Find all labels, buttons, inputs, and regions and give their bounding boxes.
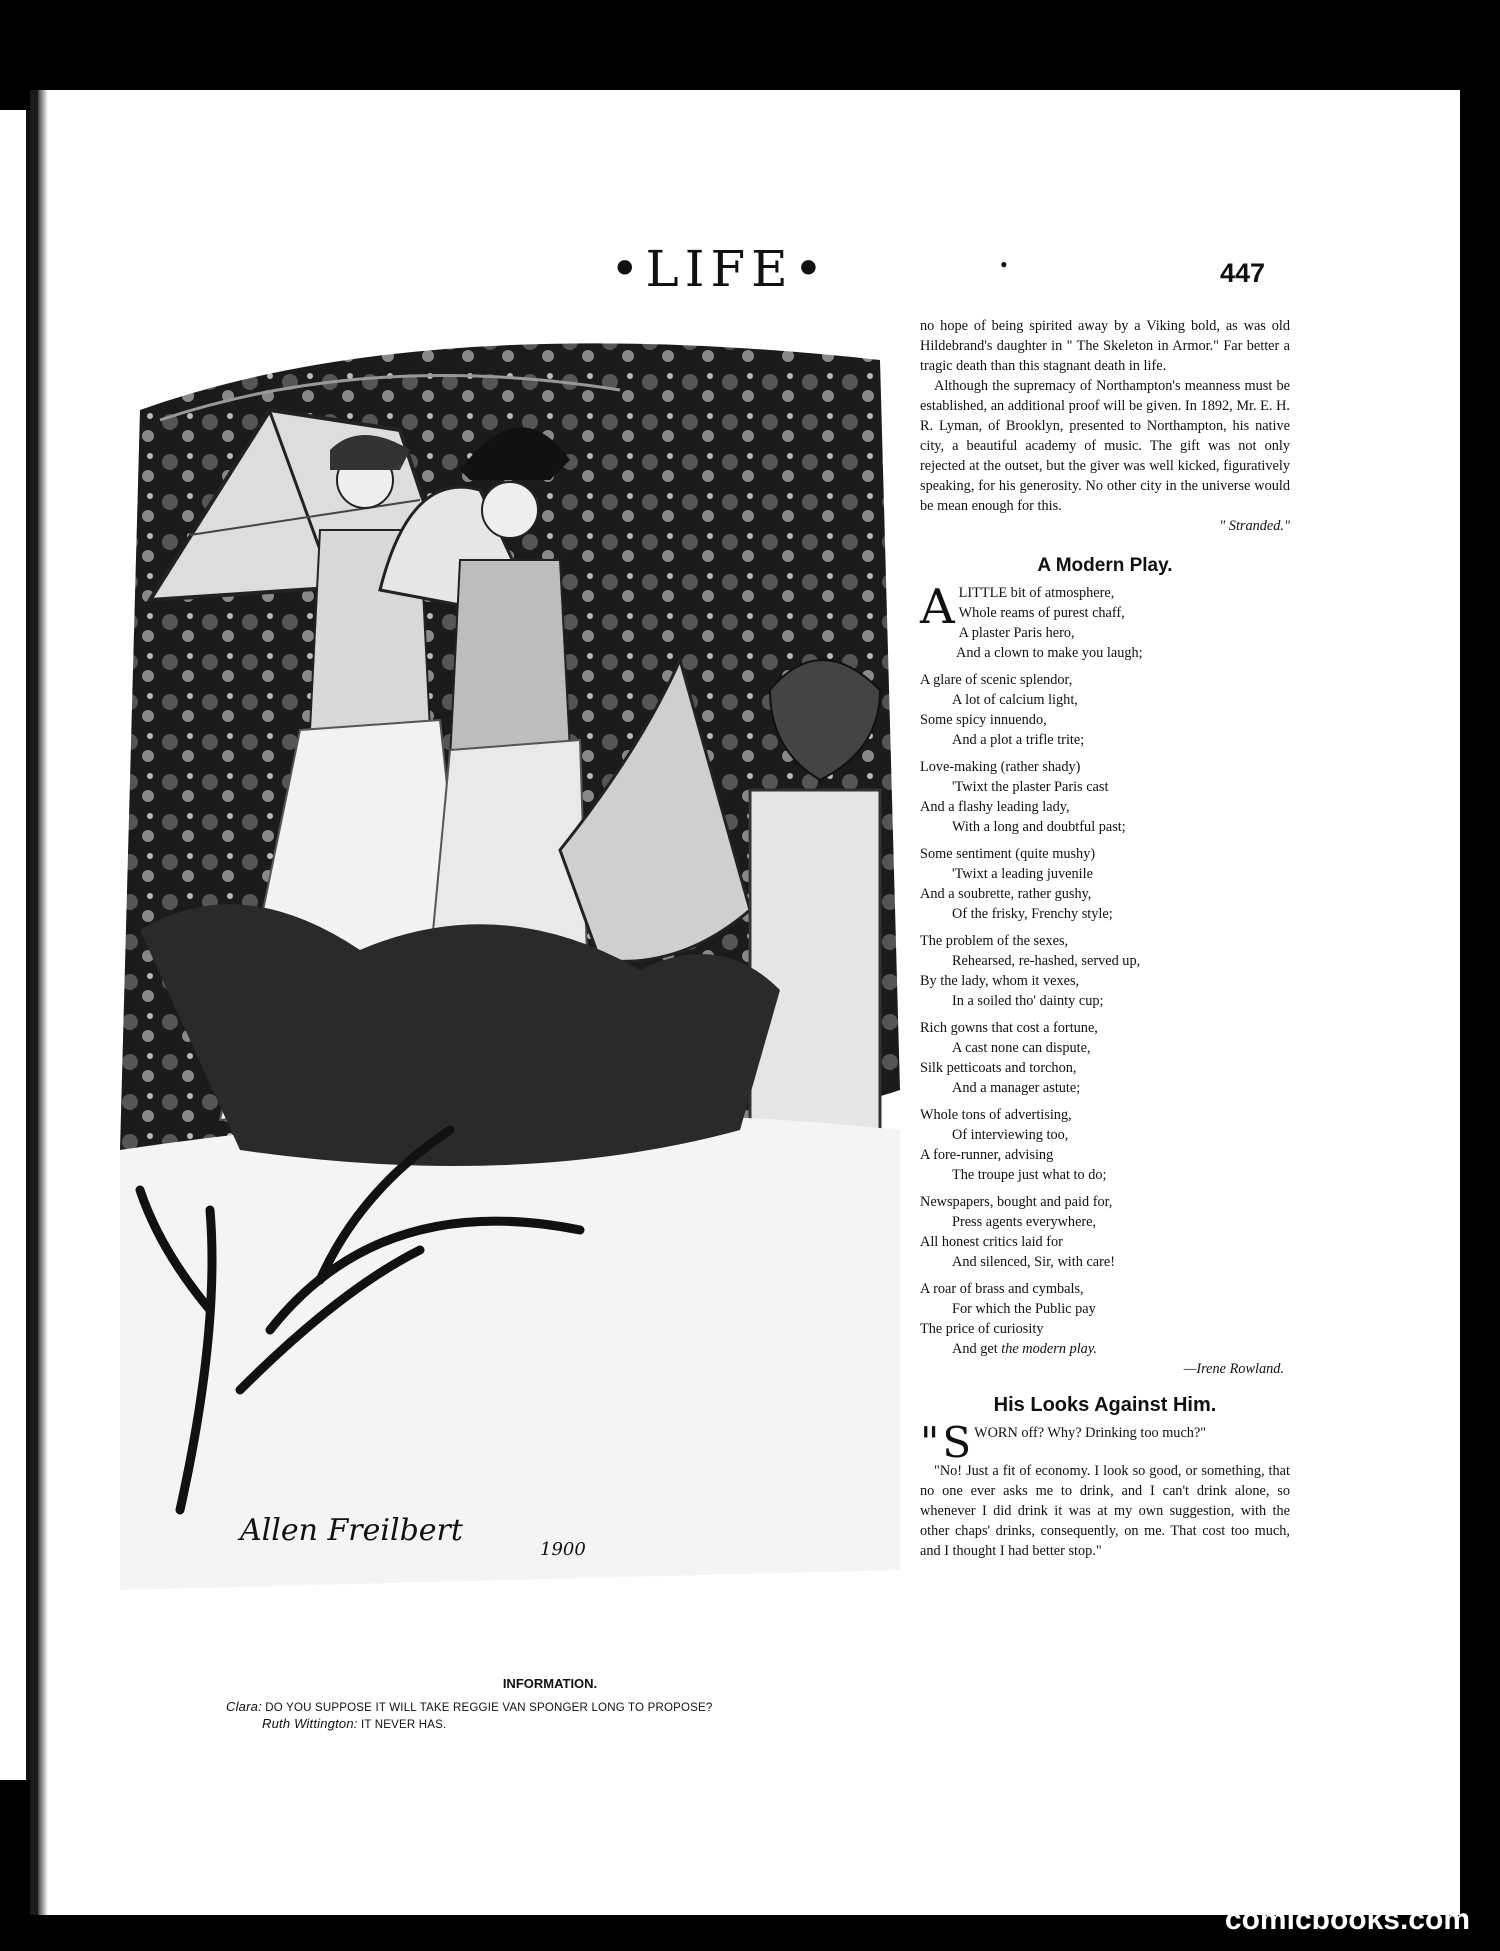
- caption-speaker-clara: Clara:: [226, 1699, 262, 1714]
- caption-text-ruth: IT NEVER HAS.: [360, 1719, 447, 1731]
- poem-title: A Modern Play.: [1037, 555, 1173, 576]
- poem-line: The problem of the sexes,: [920, 933, 1069, 949]
- poem-line: A plaster Paris hero,: [958, 625, 1075, 641]
- poem-line: And a flashy leading lady,: [920, 799, 1070, 815]
- poem-line: And a clown to make you laugh;: [956, 645, 1143, 661]
- poem-line: Of the frisky, Frenchy style;: [952, 906, 1113, 922]
- article-signature: " Stranded.": [1219, 518, 1290, 534]
- essay-body: [920, 1423, 1290, 1561]
- essay-lead: [920, 1423, 1290, 1461]
- poem-line: And silenced, Sir, with care!: [952, 1254, 1115, 1270]
- poem-line: With a long and doubtful past;: [952, 819, 1126, 835]
- poem-stanza-2: [920, 670, 1290, 750]
- poem-line: The troupe just what to do;: [952, 1167, 1107, 1183]
- artist-year: 1900: [540, 1539, 586, 1560]
- masthead: •LIFE•: [610, 240, 830, 298]
- poem-stanza-5: [920, 931, 1290, 1011]
- poem-line: For which the Public pay: [952, 1301, 1096, 1317]
- poem-line: Silk petticoats and torchon,: [920, 1060, 1077, 1076]
- poem-stanza-6: [920, 1018, 1290, 1098]
- artist-signature: Allen Freilbert: [240, 1513, 463, 1548]
- poem-line: A glare of scenic splendor,: [920, 672, 1073, 688]
- site-watermark: comicbooks.com: [1224, 1903, 1470, 1936]
- facing-page-edge: [0, 110, 32, 1780]
- poem-stanza-4: [920, 844, 1290, 924]
- poem-line: Love-making (rather shady): [920, 759, 1081, 775]
- poem-last-line-italic: the modern play.: [1001, 1341, 1097, 1357]
- poem-stanza-3: [920, 757, 1290, 837]
- caption-speaker-ruth: Ruth Wittington:: [262, 1716, 358, 1731]
- poem-line: A fore-runner, advising: [920, 1147, 1054, 1163]
- caption-text-clara: DO YOU SUPPOSE IT WILL TAKE REGGIE VAN SPONGER LONG TO PROPOSE?: [265, 1702, 713, 1714]
- page-number: 447: [1220, 258, 1266, 288]
- poem-line: And a manager astute;: [952, 1080, 1081, 1096]
- poem-author: —Irene Rowland.: [1183, 1361, 1284, 1377]
- poem-stanza-8: [920, 1192, 1290, 1272]
- poem-last-line: [920, 1339, 1290, 1359]
- poem-stanza-1: [920, 579, 1290, 663]
- printer-dot: •: [1000, 252, 1008, 277]
- poem-line: Whole reams of purest chaff,: [958, 605, 1125, 621]
- poem-line: A roar of brass and cymbals,: [920, 1281, 1084, 1297]
- essay-drop-cap: S: [942, 1423, 972, 1461]
- poem-line: In a soiled tho' dainty cup;: [952, 993, 1104, 1009]
- article-paragraph-1: no hope of being spirited away by a Viking bold, as was old Hildebrand's daughter in " The Skeleton in Armor." Far better a tragic death than this stagnant death in life.: [920, 318, 1290, 374]
- caption-line-ruth: [262, 1716, 900, 1731]
- poem-line: Some sentiment (quite mushy): [920, 846, 1096, 862]
- article-paragraph-2-text: Although the supremacy of Northampton's meanness must be established, an additional proof will be given. In 1892, Mr. E. H. R. Lyman, of Brooklyn, presented to Northampton, his native city, a beautiful academy of music. The gift was not only rejected at the outset, but the giver was well kicked, figuratively speaking, for his generosity. No other city in the universe would be mean enough for this.: [920, 378, 1290, 514]
- article-paragraph-2: [920, 376, 1290, 536]
- poem-stanza-7: [920, 1105, 1290, 1185]
- poem-line: And a plot a trifle trite;: [952, 732, 1085, 748]
- poem-stanza-9: [920, 1279, 1290, 1359]
- poem-last-line-start: And get: [952, 1341, 998, 1357]
- poem-line: LITTLE bit of atmosphere,: [958, 585, 1115, 601]
- poem-line: All honest critics laid for: [920, 1234, 1063, 1250]
- essay-lead-text: WORN off? Why? Drinking too much?": [974, 1425, 1207, 1441]
- poem-line: Whole tons of advertising,: [920, 1107, 1072, 1123]
- poem-line: By the lady, whom it vexes,: [920, 973, 1080, 989]
- illustration-two-women-with-parasols: [120, 330, 900, 1700]
- poem-line: Press agents everywhere,: [952, 1214, 1097, 1230]
- garden-path: [120, 1114, 900, 1590]
- poem-line: The price of curiosity: [920, 1321, 1044, 1337]
- poem-drop-cap: A: [920, 579, 955, 635]
- caption-title: INFORMATION.: [502, 1676, 598, 1691]
- poem-line: Rich gowns that cost a fortune,: [920, 1020, 1098, 1036]
- poem-line: 'Twixt a leading juvenile: [952, 866, 1093, 882]
- right-text-column: [920, 316, 1290, 1561]
- poem-line: And a soubrette, rather gushy,: [920, 886, 1092, 902]
- poem-line: A cast none can dispute,: [952, 1040, 1091, 1056]
- poem-line: Rehearsed, re-hashed, served up,: [952, 953, 1141, 969]
- essay-paragraph: "No! Just a fit of economy. I look so good, or something, that no one ever asks me to drink, and I can't drink alone, so whenever I did drink it was at my own suggestion, with the other chaps' drinks, consequently, on me. That cost too much, and I thought I had better stop.": [920, 1463, 1290, 1559]
- caption-line-clara: [226, 1699, 900, 1714]
- essay-open-quote: ": [920, 1423, 940, 1461]
- poem-line: Some spicy innuendo,: [920, 712, 1047, 728]
- illustration-caption: [120, 1676, 900, 1731]
- poem-line: A lot of calcium light,: [952, 692, 1078, 708]
- poem-line: 'Twixt the plaster Paris cast: [952, 779, 1109, 795]
- poem-line: Newspapers, bought and paid for,: [920, 1194, 1113, 1210]
- essay-title: His Looks Against Him.: [993, 1394, 1217, 1416]
- poem-line: Of interviewing too,: [952, 1127, 1069, 1143]
